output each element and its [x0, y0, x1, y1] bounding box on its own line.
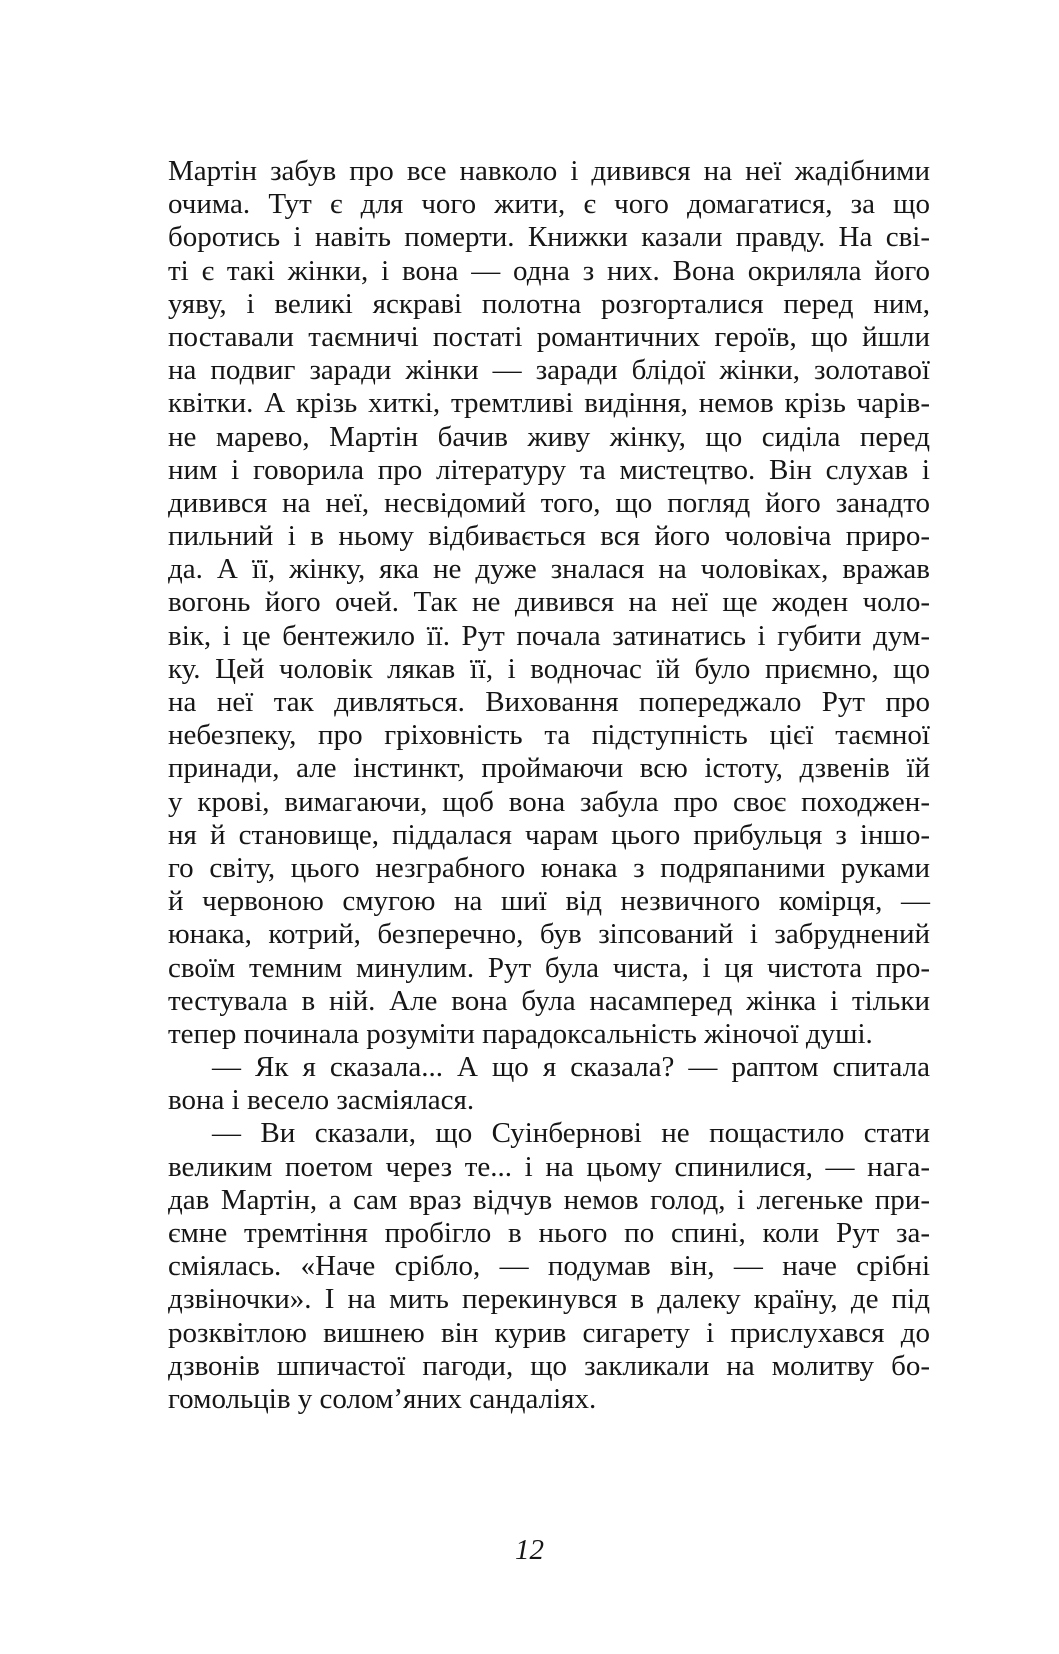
text-line: да. А її, жінку, яка не дуже зналася на чоловіках, вражав	[168, 553, 930, 586]
page-number: 12	[515, 1534, 544, 1566]
text-line: у крові, вимагаючи, щоб вона забула про своє походжен-	[168, 785, 930, 818]
text-line: ня й становище, піддалася чарам цього прибульця з іншо-	[168, 818, 930, 851]
text-line: дав Мартін, а сам враз відчув немов голод, і легеньке при-	[168, 1183, 930, 1216]
text-line: не марево, Мартін бачив живу жінку, що сиділа перед	[168, 420, 930, 453]
text-line: боротись і навіть померти. Книжки казали правду. На сві-	[168, 221, 930, 254]
text-line: ним і говорила про літературу та мистецтво. Він слухав і	[168, 453, 930, 486]
text-line: принади, але інстинкт, проймаючи всю істоту, дзвенів їй	[168, 752, 930, 785]
body-text	[168, 155, 930, 1416]
text-line: пильний і в ньому відбивається вся його чоловіча приро-	[168, 520, 930, 553]
text-line: дивився на неї, несвідомий того, що погляд його занадто	[168, 486, 930, 519]
text-line: ку. Цей чоловік лякав її, і водночас їй було приємно, що	[168, 652, 930, 685]
text-line: квітки. А крізь хиткі, тремтливі видіння, немов крізь чарів-	[168, 387, 930, 420]
text-line: вогонь його очей. Так не дивився на неї ще жоден чоло-	[168, 586, 930, 619]
text-line: сміялась. «Наче срібло, — подумав він, — наче срібні	[168, 1250, 930, 1283]
text-line: го світу, цього незграбного юнака з подряпаними руками	[168, 851, 930, 884]
dialogue-line: — Як я сказала... А що я сказала? — раптом спитала	[212, 1051, 930, 1084]
text-line: своїм темним минулим. Рут була чиста, і ця чистота про-	[168, 951, 930, 984]
text-line: й червоною смугою на шиї від незвичного комірця, —	[168, 885, 930, 918]
text-line: на неї так дивляться. Виховання попереджало Рут про	[168, 686, 930, 718]
text-line: дзвонів шпичастої пагоди, що закликали на молитву бо-	[168, 1349, 930, 1382]
text-line: великим поетом через те... і на цьому спинилися, — нага-	[168, 1150, 930, 1183]
text-line: вік, і це бентежило її. Рут почала затинатись і губити дум-	[168, 619, 930, 652]
dialogue-line: — Ви сказали, що Суінбернові не пощастило стати	[212, 1117, 930, 1150]
text-line: тепер починала розуміти парадоксальність жіночої душі.	[168, 1017, 873, 1050]
text-line: уяву, і великі яскраві полотна розгорталися перед ним,	[168, 287, 930, 320]
text-line: ємне тремтіння пробігло в нього по спині, коли Рут за-	[168, 1217, 930, 1249]
text-line: на подвиг заради жінки — заради блідої жінки, золотавої	[168, 354, 930, 387]
text-line: розквітлою вишнею він курив сигарету і прислухався до	[168, 1316, 930, 1349]
text-line: небезпеку, про гріховність та підступність цієї таємної	[168, 719, 930, 752]
text-line: тестувала в ній. Але вона була насамперед жінка і тільки	[168, 984, 930, 1017]
text-line: Мартін забув про все навколо і дивився на неї жадібними	[168, 155, 930, 187]
text-line: ті є такі жінки, і вона — одна з них. Вона окриляла його	[168, 254, 930, 287]
text-line: гомольців у солом’яних сандаліях.	[168, 1382, 597, 1415]
text-line: юнака, котрий, безперечно, був зіпсований і забруднений	[168, 918, 930, 951]
text-line: поставали таємничі постаті романтичних героїв, що йшли	[168, 320, 930, 353]
text-line: дзвіночки». І на мить перекинувся в далеку країну, де під	[168, 1283, 930, 1316]
text-line: очима. Тут є для чого жити, є чого домагатися, за що	[168, 188, 930, 221]
text-line: вона і весело засміялася.	[168, 1084, 475, 1117]
